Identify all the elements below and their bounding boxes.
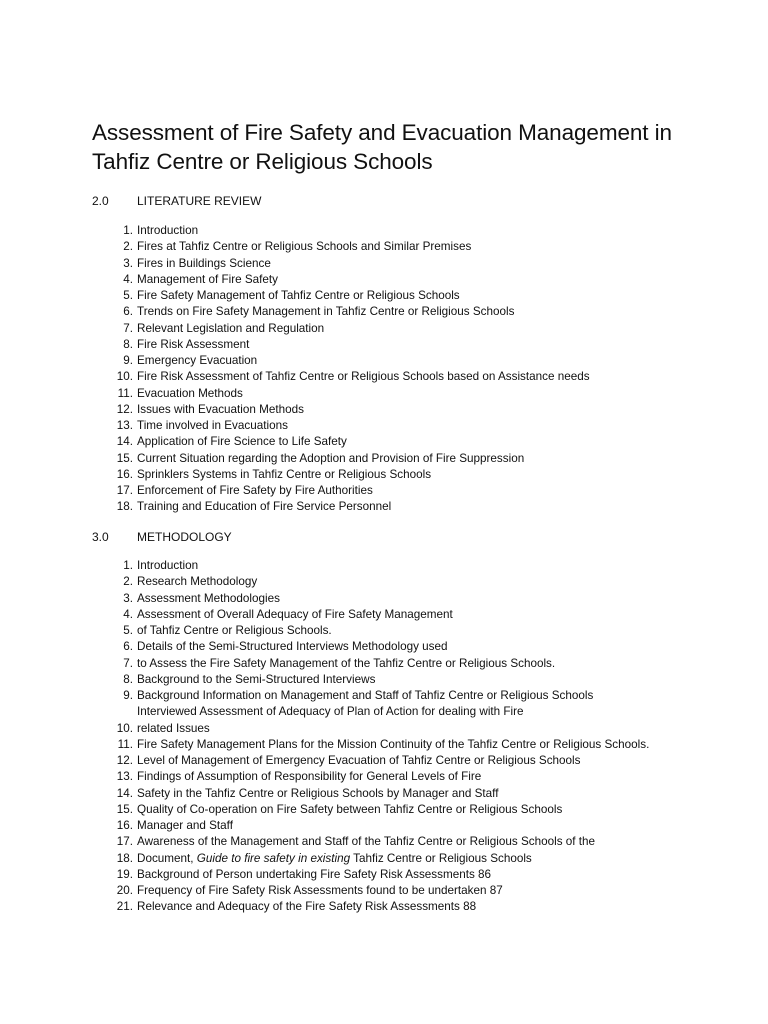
- item-text: Trends on Fire Safety Management in Tahfiz Centre or Religious Schools: [137, 305, 515, 319]
- list-item: [92, 834, 692, 850]
- list-item: [92, 786, 692, 802]
- item-text-before: Document,: [137, 851, 197, 865]
- item-number: 9.: [123, 689, 133, 702]
- section-heading-literature-review: [92, 193, 261, 209]
- item-number: 1.: [123, 224, 133, 237]
- list-item: [92, 737, 657, 753]
- item-text: Background of Person undertaking Fire Safety Risk Assessments 86: [137, 867, 492, 881]
- item-text: Fire Risk Assessment of Tahfiz Centre or Religious Schools based on Assistance needs: [137, 370, 590, 384]
- item-text: Background to the Semi-Structured Interviews: [137, 672, 376, 686]
- item-text: Issues with Evacuation Methods: [137, 402, 304, 416]
- item-text: Assessment of Overall Adequacy of Fire Safety Management: [137, 607, 453, 621]
- item-text: Background Information on Management and Staff of Tahfiz Centre or Religious Schools: [137, 689, 594, 702]
- item-number: 7.: [123, 321, 133, 335]
- item-text: Fire Risk Assessment: [137, 337, 250, 351]
- section-heading-methodology: [92, 529, 232, 545]
- item-number: 15.: [116, 451, 133, 465]
- list-item: [92, 623, 692, 639]
- list-item: [92, 451, 692, 467]
- item-number: 15.: [116, 802, 133, 816]
- item-number: 3.: [123, 256, 133, 270]
- list-item: [92, 867, 692, 883]
- section-title: METHODOLOGY: [137, 530, 232, 544]
- item-number: 18.: [116, 851, 133, 865]
- item-number: 2.: [123, 575, 133, 589]
- item-number: 16.: [116, 819, 133, 832]
- item-text: Relevant Legislation and Regulation: [137, 321, 325, 335]
- list-item: [92, 483, 692, 499]
- item-text: to Assess the Fire Safety Management of the Tahfiz Centre or Religious Schools.: [137, 656, 556, 670]
- item-number: 14.: [116, 786, 133, 800]
- list-item: [92, 434, 692, 450]
- item-text: Enforcement of Fire Safety by Fire Authorities: [137, 484, 373, 497]
- item-number: 14.: [116, 435, 133, 449]
- item-text: Evacuation Methods: [137, 386, 243, 400]
- item-number: 8.: [123, 337, 133, 351]
- item-number: 9.: [123, 354, 133, 367]
- item-text: Time involved in Evacuations: [137, 419, 288, 432]
- item-number: 11.: [117, 386, 133, 400]
- item-text: Emergency Evacuation: [137, 354, 258, 367]
- list-item: [92, 272, 692, 288]
- literature-review-list: [92, 223, 692, 516]
- document-title: Assessment of Fire Safety and Evacuation Management in Tahfiz Centre or Religious Schools: [92, 120, 672, 174]
- item-number: 18.: [116, 500, 133, 514]
- list-item: [92, 639, 692, 655]
- list-item: [92, 353, 692, 369]
- item-text: Sprinklers Systems in Tahfiz Centre or Religious Schools: [137, 467, 432, 481]
- list-item: [92, 899, 692, 915]
- list-item: [92, 883, 692, 899]
- item-text: Training and Education of Fire Service Personnel: [137, 500, 392, 514]
- list-item: [92, 672, 692, 688]
- list-item: [92, 721, 692, 737]
- item-number: 17.: [116, 484, 133, 497]
- list-item: [92, 753, 692, 769]
- item-number: 12.: [116, 754, 133, 767]
- item-number: 20.: [116, 884, 133, 897]
- item-number: 13.: [116, 770, 133, 784]
- list-item: [92, 321, 692, 337]
- item-text: Interviewed Assessment of Adequacy of Plan of Action for dealing with Fire: [137, 705, 524, 719]
- item-text: Assessment Methodologies: [137, 591, 280, 605]
- list-item: [92, 304, 692, 320]
- item-number: 11.: [117, 737, 133, 751]
- list-item: [92, 851, 692, 867]
- item-number: 12.: [116, 402, 133, 416]
- list-item: [92, 499, 692, 515]
- item-text: Manager and Staff: [137, 819, 233, 832]
- item-text: Fires in Buildings Science: [137, 256, 271, 270]
- item-text: Relevance and Adequacy of the Fire Safety Risk Assessments 88: [137, 900, 477, 914]
- item-number: 4.: [123, 272, 133, 286]
- item-text: Safety in the Tahfiz Centre or Religious Schools by Manager and Staff: [137, 786, 499, 800]
- list-item: [92, 558, 692, 574]
- item-text: of Tahfiz Centre or Religious Schools.: [137, 624, 332, 637]
- item-text: Introduction: [137, 224, 199, 237]
- list-item: [92, 607, 692, 623]
- item-number: 13.: [116, 419, 133, 432]
- list-item: [92, 288, 692, 304]
- item-text: Research Methodology: [137, 575, 258, 589]
- list-item: [92, 402, 692, 418]
- item-text: Awareness of the Management and Staff of the Tahfiz Centre or Religious Schools of the: [137, 835, 596, 849]
- section-number: 3.0: [92, 530, 109, 544]
- list-item: [92, 769, 692, 785]
- list-item: [92, 386, 692, 402]
- list-item-continuation: [92, 704, 692, 720]
- item-text: Details of the Semi-Structured Interviews Methodology used: [137, 640, 448, 654]
- item-number: 3.: [123, 591, 133, 605]
- list-item: [92, 591, 692, 607]
- item-number: 1.: [123, 559, 133, 572]
- item-text: Fire Safety Management of Tahfiz Centre or Religious Schools: [137, 289, 460, 302]
- item-text: Fire Safety Management Plans for the Mission Continuity of the Tahfiz Centre or Religious Schools.: [137, 737, 650, 751]
- list-item: [92, 239, 692, 255]
- item-text-after: Tahfiz Centre or Religious Schools: [350, 851, 532, 865]
- list-item: [92, 688, 692, 704]
- section-title: LITERATURE REVIEW: [137, 194, 262, 208]
- item-text: Current Situation regarding the Adoption and Provision of Fire Suppression: [137, 451, 525, 465]
- item-number: 21.: [116, 900, 133, 914]
- item-number: 17.: [116, 835, 133, 849]
- item-number: 5.: [123, 289, 133, 302]
- item-number: 16.: [116, 467, 133, 481]
- methodology-list: [92, 558, 692, 916]
- item-text: related Issues: [137, 721, 210, 735]
- item-text: Management of Fire Safety: [137, 272, 278, 286]
- item-number: 10.: [116, 370, 133, 384]
- item-text: Findings of Assumption of Responsibility for General Levels of Fire: [137, 770, 482, 784]
- list-item: [92, 574, 692, 590]
- list-item: [92, 418, 692, 434]
- section-number: 2.0: [92, 194, 109, 208]
- item-number: 5.: [123, 624, 133, 637]
- item-number: 19.: [116, 867, 133, 881]
- item-text-italic: Guide to fire safety in existing: [196, 851, 351, 865]
- item-text: Level of Management of Emergency Evacuation of Tahfiz Centre or Religious Schools: [137, 754, 581, 767]
- item-number: 8.: [123, 672, 133, 686]
- list-item: [92, 467, 692, 483]
- item-number: 10.: [116, 721, 133, 735]
- list-item: [92, 802, 692, 818]
- list-item: [92, 818, 692, 834]
- item-text: Quality of Co-operation on Fire Safety between Tahfiz Centre or Religious Schools: [137, 802, 563, 816]
- list-item: [92, 256, 692, 272]
- item-text: Application of Fire Science to Life Safety: [137, 435, 347, 449]
- item-number: 7.: [123, 656, 133, 670]
- item-text: Fires at Tahfiz Centre or Religious Schools and Similar Premises: [137, 240, 472, 254]
- item-number: 6.: [123, 305, 133, 319]
- list-item: [92, 337, 692, 353]
- list-item: [92, 223, 692, 239]
- item-text: Introduction: [137, 559, 199, 572]
- item-number: 4.: [123, 607, 133, 621]
- item-text: Frequency of Fire Safety Risk Assessments found to be undertaken 87: [137, 884, 503, 897]
- list-item: [92, 369, 692, 385]
- item-number: 6.: [123, 640, 133, 654]
- item-text: [137, 852, 532, 865]
- item-number: 2.: [123, 240, 133, 254]
- list-item: [92, 656, 692, 672]
